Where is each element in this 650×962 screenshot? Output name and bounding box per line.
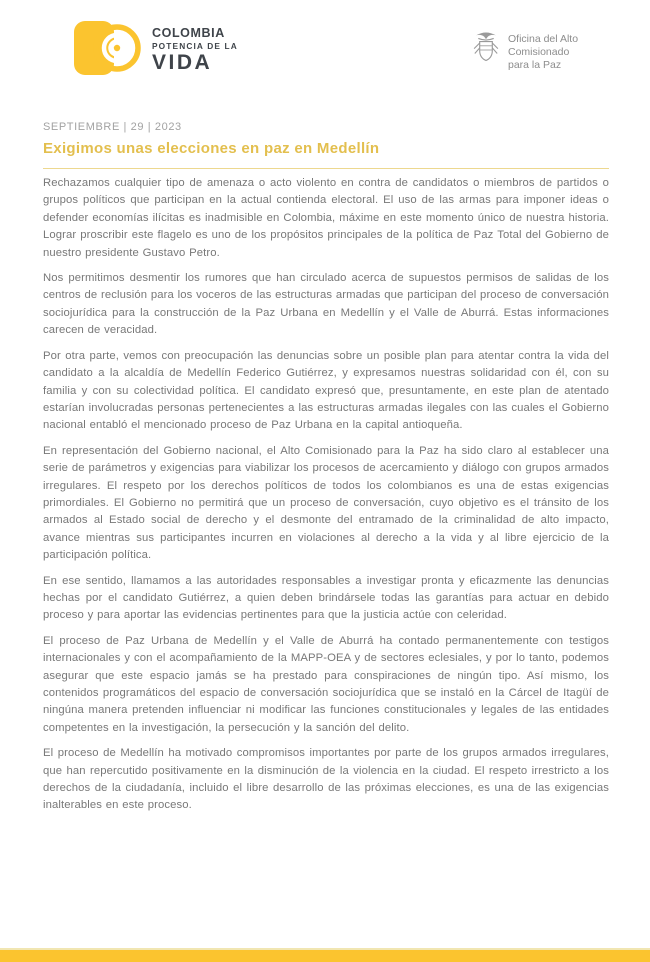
office-name-line2: Comisionado <box>508 46 570 58</box>
article-body <box>43 175 609 815</box>
press-release <box>43 120 609 815</box>
office-name-line3: para la Paz <box>508 59 562 71</box>
page-title: Exigimos unas elecciones en paz en Medellín <box>43 140 380 157</box>
coat-of-arms-icon <box>472 29 500 76</box>
article-paragraph-6: El proceso de Paz Urbana de Medellín y el Valle de Aburrá ha contado permanentemente con testigos internacionales y con el acompañamiento de la MAPP-OEA y de sectores eclesiales, y por lo tanto, podemos asegurar que este espacio jamás se ha prestado para conspiraciones de ningún tipo. Así mismo, los contenidos programáticos del espacio de conversación sociojurídica que se instaló en la Cárcel de Itagüí de ningúna manera pretenden influenciar ni modificar las funciones constitucionales y legales de las entidades competentes en la investigación, la persecución y la sanción del delito. <box>43 634 609 734</box>
article-paragraph-1: Rechazamos cualquier tipo de amenaza o acto violento en contra de candidatos o miembros de partidos o grupos políticos que participan en la actual contienda electoral. El uso de las armas para imponer ideas o defender economías ilícitas es inadmisible en Colombia, máxime en este momento único de nuestra historia. Lograr proscribir este flagelo es uno de los propósitos principales de la política de Paz Total del Gobierno de nuestro presidente Gustavo Petro. <box>43 177 609 259</box>
article-paragraph-2: Nos permitimos desmentir los rumores que han circulado acerca de supuestos permisos de salidas de los centros de reclusión para los voceros de las estructuras armadas que participan del proceso de conversación sociojurídica para la construcción de la Paz Urbana en Medellín y el Valle de Aburrá. Estas informaciones carecen de veracidad. <box>43 272 609 337</box>
colombia-brand-logo <box>74 21 238 80</box>
colombia-brand-wordmark <box>152 27 238 74</box>
page-header <box>0 0 650 110</box>
office-name-line1: Oficina del Alto <box>508 33 579 45</box>
article-paragraph-5: En ese sentido, llamamos a las autoridades responsables a investigar pronta y eficazmente las denuncias hechas por el candidato Gutiérrez, a quien deben brindársele todas las garantías para actuar en debido proceso y para aportar las evidencias pertinentes para que la justicia actúe con celeridad. <box>43 574 609 622</box>
office-name <box>508 33 578 72</box>
brand-word-vida: VIDA <box>152 51 213 74</box>
office-logo <box>472 29 578 76</box>
colombia-brand-icon <box>74 21 146 80</box>
brand-word-potencia: POTENCIA DE LA <box>152 41 238 51</box>
article-paragraph-4: En representación del Gobierno nacional, el Alto Comisionado para la Paz ha sido claro al establecer una serie de parámetros y exigencias para viabilizar los procesos de acercamiento y diálogo con grupos armados irregulares. El respeto por los derechos políticos de todos los colombianos es una de estas exigencias primordiales. El Gobierno no permitirá que un proceso de conversación, cuyo objetivo es el tránsito de los armados al Estado social de derecho y el desmonte del entramado de la criminalidad de alto impacto, avance mientras sus participantes incurren en violaciones al derecho a la vida y al libre ejercicio de la participación política. <box>43 444 609 562</box>
article-paragraph-7: El proceso de Medellín ha motivado compromisos importantes por parte de los grupos armados irregulares, que han repercutido positivamente en la disminución de la violencia en la ciudad. El respeto irrestricto a los derechos de la ciudadanía, incluido el libre desarrollo de las próximas elecciones, es una de las exigencias inalterables en este proceso. <box>43 747 609 812</box>
footer-accent-bar <box>0 948 650 962</box>
brand-word-colombia: COLOMBIA <box>152 26 225 40</box>
article-paragraph-3: Por otra parte, vemos con preocupación las denuncias sobre un posible plan para atentar contra la vida del candidato a la alcaldía de Medellín Federico Gutiérrez, y expresamos nuestras solidaridad con él, con su familia y con su colectividad política. El candidato expresó que, presuntamente, en este plan de atentado estarían involucradas personas pertenecientes a las estructuras armadas ilegales con las cuales el Gobierno nacional entabló el mencionado proceso de Paz Urbana en la capital antioqueña. <box>43 349 609 432</box>
title-divider <box>43 168 609 169</box>
release-date: SEPTIEMBRE | 29 | 2023 <box>43 121 182 133</box>
